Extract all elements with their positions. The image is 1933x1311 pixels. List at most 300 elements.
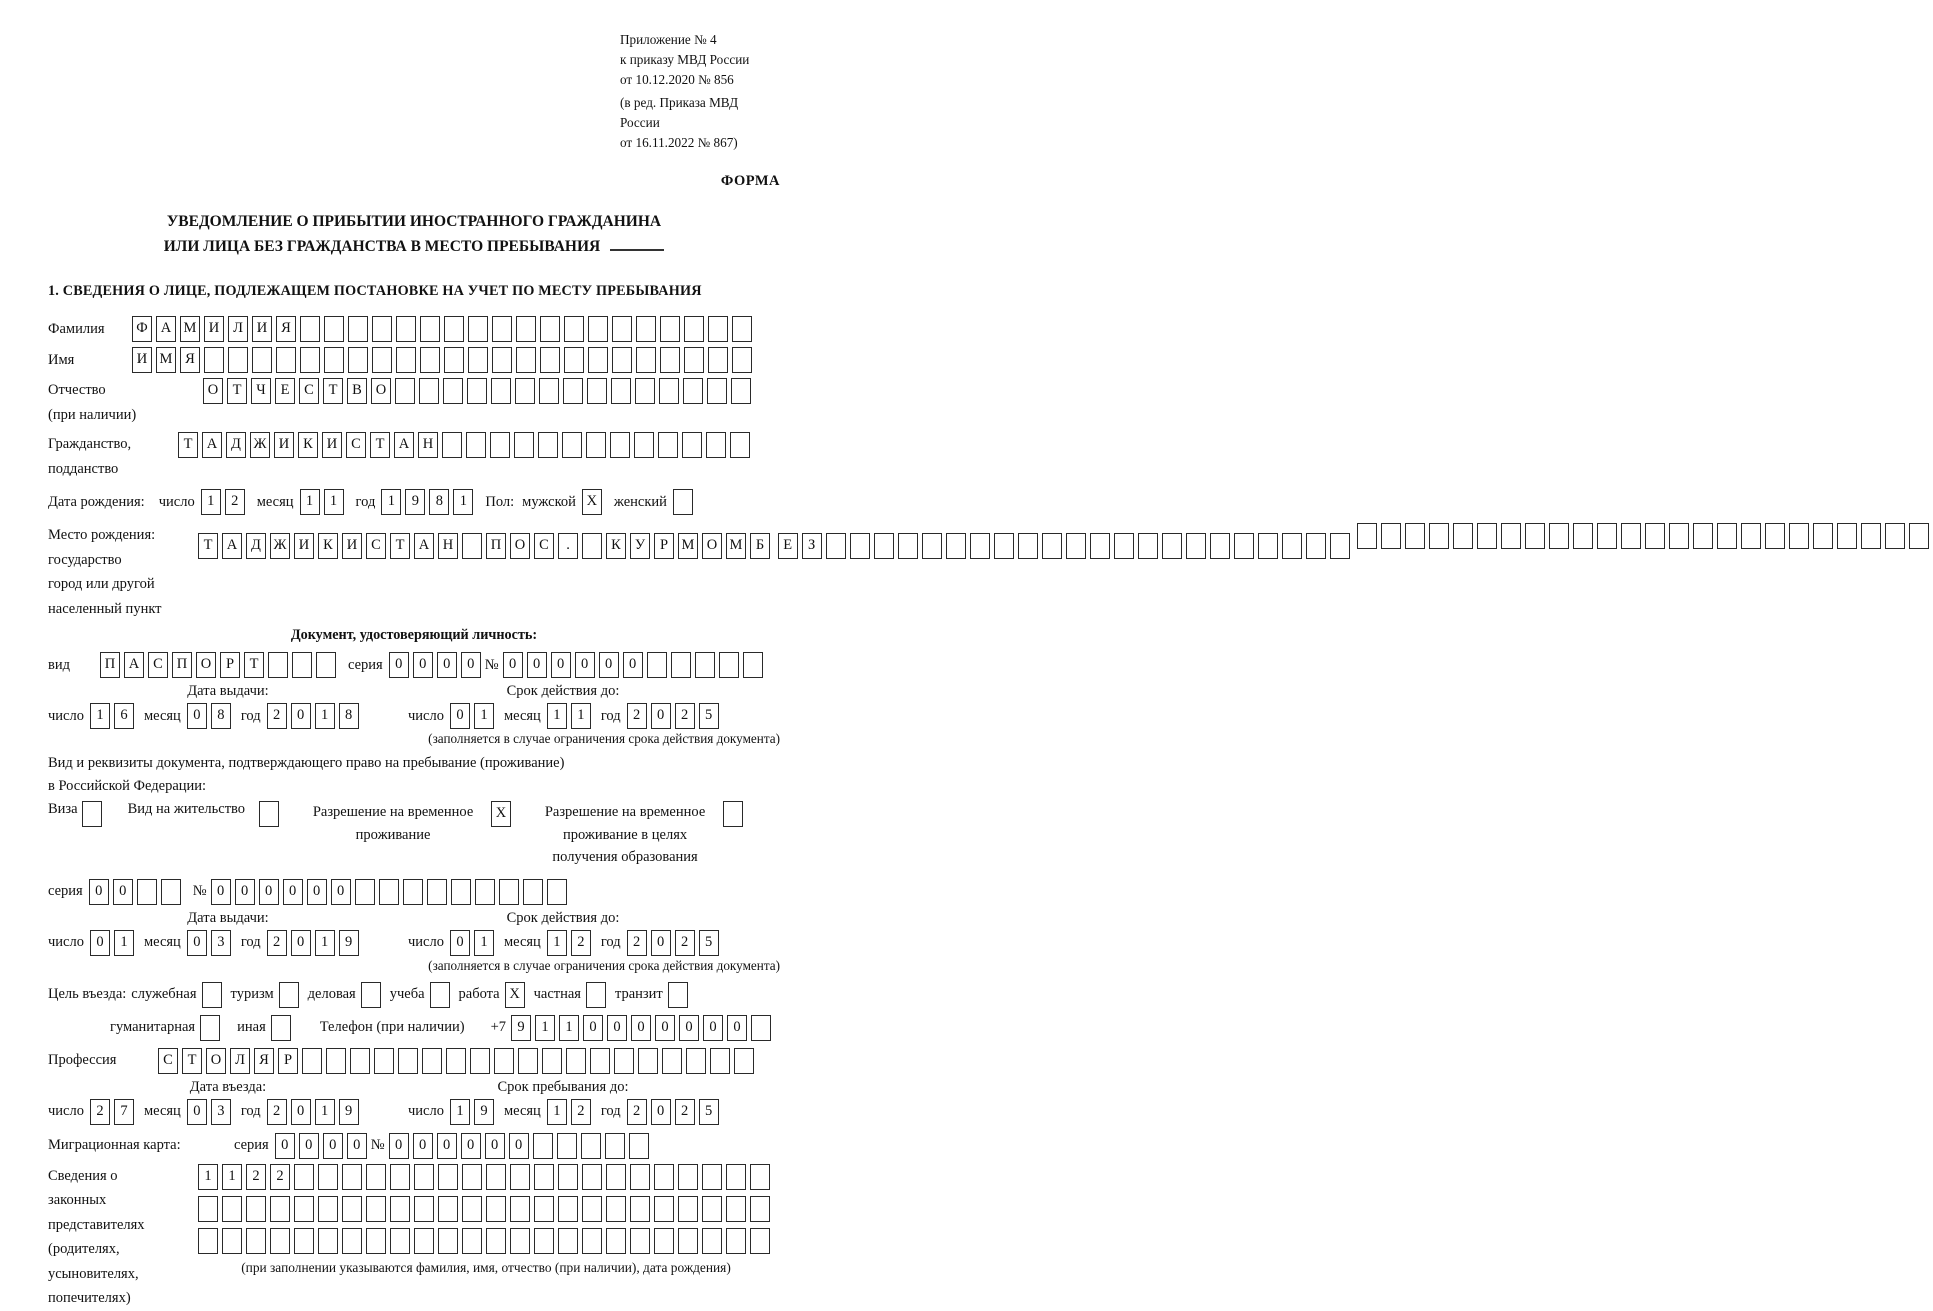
char-cell[interactable] (566, 1048, 586, 1074)
char-cell[interactable] (270, 1228, 290, 1254)
char-cell[interactable]: Я (254, 1048, 274, 1074)
char-cell[interactable] (629, 1133, 649, 1159)
char-cell[interactable]: 0 (187, 1099, 207, 1125)
char-cell[interactable] (279, 982, 299, 1008)
char-cell[interactable] (300, 347, 320, 373)
char-cell[interactable]: 1 (474, 703, 494, 729)
char-cell[interactable] (898, 533, 918, 559)
purpose-tourism-checkbox[interactable] (279, 982, 303, 1008)
char-cell[interactable] (731, 378, 751, 404)
char-cell[interactable] (590, 1048, 610, 1074)
char-cell[interactable] (710, 1048, 730, 1074)
char-cell[interactable] (582, 1228, 602, 1254)
char-cell[interactable] (318, 1228, 338, 1254)
char-cell[interactable] (686, 1048, 706, 1074)
doc-issue-year-input[interactable] (267, 703, 363, 729)
char-cell[interactable]: 0 (275, 1133, 295, 1159)
char-cell[interactable] (414, 1164, 434, 1190)
char-cell[interactable] (946, 533, 966, 559)
char-cell[interactable] (1525, 523, 1545, 549)
char-cell[interactable] (350, 1048, 370, 1074)
char-cell[interactable] (271, 1015, 291, 1041)
char-cell[interactable] (222, 1228, 242, 1254)
entry-year-input[interactable] (267, 1099, 363, 1125)
char-cell[interactable]: 1 (324, 489, 344, 515)
char-cell[interactable] (558, 1228, 578, 1254)
doc-number-input[interactable] (503, 652, 767, 678)
char-cell[interactable] (228, 347, 248, 373)
char-cell[interactable]: 0 (413, 652, 433, 678)
char-cell[interactable]: О (203, 378, 223, 404)
char-cell[interactable]: О (371, 378, 391, 404)
mig-number-input[interactable] (389, 1133, 653, 1159)
char-cell[interactable] (638, 1048, 658, 1074)
char-cell[interactable] (1282, 533, 1302, 559)
char-cell[interactable]: 8 (339, 703, 359, 729)
char-cell[interactable] (492, 347, 512, 373)
char-cell[interactable] (395, 378, 415, 404)
char-cell[interactable] (708, 316, 728, 342)
char-cell[interactable]: К (298, 432, 318, 458)
char-cell[interactable]: Р (220, 652, 240, 678)
char-cell[interactable] (611, 378, 631, 404)
char-cell[interactable]: 1 (450, 1099, 470, 1125)
stay-year-input[interactable] (627, 1099, 723, 1125)
char-cell[interactable]: И (252, 316, 272, 342)
char-cell[interactable]: 8 (211, 703, 231, 729)
char-cell[interactable]: 2 (675, 930, 695, 956)
char-cell[interactable] (276, 347, 296, 373)
char-cell[interactable] (588, 316, 608, 342)
doc-valid-year-input[interactable] (627, 703, 723, 729)
char-cell[interactable]: 1 (198, 1164, 218, 1190)
char-cell[interactable] (564, 347, 584, 373)
char-cell[interactable] (702, 1228, 722, 1254)
char-cell[interactable]: Т (178, 432, 198, 458)
char-cell[interactable] (582, 533, 602, 559)
char-cell[interactable]: 1 (114, 930, 134, 956)
char-cell[interactable] (610, 432, 630, 458)
char-cell[interactable] (492, 316, 512, 342)
guardians-input-row1[interactable] (198, 1164, 774, 1190)
purpose-study-checkbox[interactable] (430, 982, 454, 1008)
char-cell[interactable]: 0 (389, 1133, 409, 1159)
char-cell[interactable]: 0 (461, 652, 481, 678)
char-cell[interactable] (542, 1048, 562, 1074)
sex-female-checkbox[interactable] (673, 489, 697, 515)
char-cell[interactable] (204, 347, 224, 373)
char-cell[interactable] (1549, 523, 1569, 549)
char-cell[interactable] (324, 316, 344, 342)
char-cell[interactable] (684, 316, 704, 342)
purpose-business-checkbox[interactable] (361, 982, 385, 1008)
char-cell[interactable] (540, 316, 560, 342)
char-cell[interactable]: С (299, 378, 319, 404)
char-cell[interactable] (1621, 523, 1641, 549)
char-cell[interactable] (614, 1048, 634, 1074)
char-cell[interactable] (1162, 533, 1182, 559)
char-cell[interactable]: Т (390, 533, 410, 559)
char-cell[interactable] (302, 1048, 322, 1074)
char-cell[interactable] (494, 1048, 514, 1074)
char-cell[interactable]: 0 (623, 652, 643, 678)
char-cell[interactable] (403, 879, 423, 905)
char-cell[interactable]: 9 (405, 489, 425, 515)
char-cell[interactable]: 2 (571, 1099, 591, 1125)
char-cell[interactable]: 0 (679, 1015, 699, 1041)
char-cell[interactable] (743, 652, 763, 678)
char-cell[interactable] (451, 879, 471, 905)
char-cell[interactable] (587, 378, 607, 404)
char-cell[interactable]: К (318, 533, 338, 559)
char-cell[interactable]: Т (227, 378, 247, 404)
char-cell[interactable]: А (124, 652, 144, 678)
char-cell[interactable]: 1 (201, 489, 221, 515)
rvp-valid-year-input[interactable] (627, 930, 723, 956)
char-cell[interactable]: 2 (675, 1099, 695, 1125)
char-cell[interactable]: У (630, 533, 650, 559)
char-cell[interactable]: П (486, 533, 506, 559)
char-cell[interactable] (660, 347, 680, 373)
char-cell[interactable] (470, 1048, 490, 1074)
char-cell[interactable] (324, 347, 344, 373)
phone-input[interactable] (511, 1015, 775, 1041)
char-cell[interactable]: 0 (90, 930, 110, 956)
char-cell[interactable] (252, 347, 272, 373)
char-cell[interactable] (462, 1164, 482, 1190)
char-cell[interactable]: 2 (267, 703, 287, 729)
char-cell[interactable] (438, 1228, 458, 1254)
char-cell[interactable] (420, 347, 440, 373)
char-cell[interactable] (534, 1228, 554, 1254)
char-cell[interactable] (1210, 533, 1230, 559)
entry-day-input[interactable] (90, 1099, 138, 1125)
char-cell[interactable]: Е (778, 533, 798, 559)
char-cell[interactable] (510, 1164, 530, 1190)
char-cell[interactable] (294, 1228, 314, 1254)
visa-checkbox[interactable] (82, 801, 106, 827)
char-cell[interactable]: Т (370, 432, 390, 458)
profession-input[interactable] (158, 1048, 758, 1074)
char-cell[interactable] (636, 316, 656, 342)
patronymic-input[interactable] (203, 378, 755, 404)
char-cell[interactable]: 6 (114, 703, 134, 729)
char-cell[interactable] (200, 1015, 220, 1041)
char-cell[interactable] (1909, 523, 1929, 549)
char-cell[interactable] (612, 316, 632, 342)
char-cell[interactable] (1234, 533, 1254, 559)
doc-series-input[interactable] (389, 652, 485, 678)
char-cell[interactable]: О (702, 533, 722, 559)
char-cell[interactable]: 1 (300, 489, 320, 515)
char-cell[interactable] (294, 1196, 314, 1222)
char-cell[interactable] (422, 1048, 442, 1074)
char-cell[interactable]: 0 (211, 879, 231, 905)
char-cell[interactable]: И (322, 432, 342, 458)
char-cell[interactable] (510, 1196, 530, 1222)
char-cell[interactable] (707, 378, 727, 404)
char-cell[interactable] (719, 652, 739, 678)
char-cell[interactable]: Е (275, 378, 295, 404)
char-cell[interactable] (1741, 523, 1761, 549)
char-cell[interactable] (582, 1164, 602, 1190)
char-cell[interactable]: П (172, 652, 192, 678)
char-cell[interactable] (586, 432, 606, 458)
char-cell[interactable]: 1 (547, 703, 567, 729)
char-cell[interactable]: М (678, 533, 698, 559)
char-cell[interactable] (137, 879, 157, 905)
char-cell[interactable] (654, 1196, 674, 1222)
char-cell[interactable]: 2 (627, 930, 647, 956)
char-cell[interactable] (366, 1196, 386, 1222)
char-cell[interactable]: 9 (511, 1015, 531, 1041)
char-cell[interactable] (1381, 523, 1401, 549)
char-cell[interactable]: X (491, 801, 511, 827)
char-cell[interactable] (1861, 523, 1881, 549)
char-cell[interactable] (444, 316, 464, 342)
char-cell[interactable] (82, 801, 102, 827)
char-cell[interactable]: 1 (90, 703, 110, 729)
char-cell[interactable]: Л (228, 316, 248, 342)
char-cell[interactable] (1501, 523, 1521, 549)
char-cell[interactable]: 0 (607, 1015, 627, 1041)
char-cell[interactable] (668, 982, 688, 1008)
doc-valid-day-input[interactable] (450, 703, 498, 729)
char-cell[interactable]: Б (750, 533, 770, 559)
rvp-number-input[interactable] (211, 879, 571, 905)
char-cell[interactable] (414, 1228, 434, 1254)
birthplace-input-row2[interactable] (778, 533, 1354, 559)
char-cell[interactable] (462, 1196, 482, 1222)
char-cell[interactable]: Д (226, 432, 246, 458)
char-cell[interactable] (678, 1228, 698, 1254)
char-cell[interactable] (732, 347, 752, 373)
char-cell[interactable] (379, 879, 399, 905)
char-cell[interactable]: 7 (114, 1099, 134, 1125)
char-cell[interactable] (562, 432, 582, 458)
char-cell[interactable] (355, 879, 375, 905)
char-cell[interactable]: 0 (651, 930, 671, 956)
char-cell[interactable] (563, 378, 583, 404)
char-cell[interactable] (582, 1196, 602, 1222)
char-cell[interactable]: 2 (627, 703, 647, 729)
char-cell[interactable]: . (558, 533, 578, 559)
char-cell[interactable]: 0 (283, 879, 303, 905)
char-cell[interactable] (342, 1164, 362, 1190)
char-cell[interactable] (678, 1196, 698, 1222)
char-cell[interactable]: 8 (429, 489, 449, 515)
temp-residence-checkbox[interactable] (491, 801, 515, 827)
char-cell[interactable] (547, 879, 567, 905)
rvp-series-input[interactable] (89, 879, 185, 905)
char-cell[interactable]: И (204, 316, 224, 342)
char-cell[interactable] (1306, 533, 1326, 559)
char-cell[interactable] (732, 316, 752, 342)
birth-month-input[interactable] (300, 489, 348, 515)
char-cell[interactable] (750, 1164, 770, 1190)
char-cell[interactable]: 0 (651, 1099, 671, 1125)
char-cell[interactable]: 2 (270, 1164, 290, 1190)
char-cell[interactable]: 1 (315, 1099, 335, 1125)
char-cell[interactable] (372, 316, 392, 342)
char-cell[interactable] (1357, 523, 1377, 549)
char-cell[interactable]: О (196, 652, 216, 678)
char-cell[interactable] (683, 378, 703, 404)
char-cell[interactable]: В (347, 378, 367, 404)
char-cell[interactable] (246, 1196, 266, 1222)
char-cell[interactable] (1813, 523, 1833, 549)
char-cell[interactable]: И (342, 533, 362, 559)
char-cell[interactable]: 0 (583, 1015, 603, 1041)
char-cell[interactable]: 0 (527, 652, 547, 678)
char-cell[interactable] (318, 1196, 338, 1222)
char-cell[interactable]: А (156, 316, 176, 342)
char-cell[interactable] (1090, 533, 1110, 559)
char-cell[interactable]: А (202, 432, 222, 458)
char-cell[interactable] (467, 378, 487, 404)
char-cell[interactable]: 0 (291, 930, 311, 956)
char-cell[interactable] (970, 533, 990, 559)
char-cell[interactable]: Р (278, 1048, 298, 1074)
char-cell[interactable]: 5 (699, 930, 719, 956)
char-cell[interactable] (466, 432, 486, 458)
char-cell[interactable]: 2 (246, 1164, 266, 1190)
char-cell[interactable]: С (148, 652, 168, 678)
char-cell[interactable]: 0 (551, 652, 571, 678)
doc-issue-day-input[interactable] (90, 703, 138, 729)
char-cell[interactable]: 2 (267, 930, 287, 956)
char-cell[interactable] (390, 1196, 410, 1222)
char-cell[interactable] (270, 1196, 290, 1222)
rvp-issue-year-input[interactable] (267, 930, 363, 956)
char-cell[interactable]: С (534, 533, 554, 559)
char-cell[interactable] (419, 378, 439, 404)
char-cell[interactable]: 0 (259, 879, 279, 905)
char-cell[interactable]: И (132, 347, 152, 373)
char-cell[interactable]: 0 (291, 1099, 311, 1125)
birthplace-input-row3[interactable] (1357, 523, 1933, 549)
char-cell[interactable] (390, 1228, 410, 1254)
char-cell[interactable]: 2 (627, 1099, 647, 1125)
char-cell[interactable]: 1 (547, 930, 567, 956)
char-cell[interactable]: 0 (89, 879, 109, 905)
char-cell[interactable] (630, 1196, 650, 1222)
birthplace-input-row1[interactable] (198, 533, 774, 559)
char-cell[interactable] (1645, 523, 1665, 549)
char-cell[interactable] (398, 1048, 418, 1074)
char-cell[interactable] (634, 432, 654, 458)
char-cell[interactable] (390, 1164, 410, 1190)
char-cell[interactable] (586, 982, 606, 1008)
char-cell[interactable]: 1 (547, 1099, 567, 1125)
char-cell[interactable] (1765, 523, 1785, 549)
char-cell[interactable] (1837, 523, 1857, 549)
char-cell[interactable] (606, 1164, 626, 1190)
char-cell[interactable] (723, 801, 743, 827)
char-cell[interactable] (499, 879, 519, 905)
char-cell[interactable] (491, 378, 511, 404)
char-cell[interactable] (539, 378, 559, 404)
char-cell[interactable] (510, 1228, 530, 1254)
char-cell[interactable] (1405, 523, 1425, 549)
char-cell[interactable]: 9 (474, 1099, 494, 1125)
rvp-issue-month-input[interactable] (187, 930, 235, 956)
char-cell[interactable] (523, 879, 543, 905)
char-cell[interactable] (588, 347, 608, 373)
entry-month-input[interactable] (187, 1099, 235, 1125)
char-cell[interactable]: 1 (571, 703, 591, 729)
char-cell[interactable] (518, 1048, 538, 1074)
char-cell[interactable]: 0 (461, 1133, 481, 1159)
char-cell[interactable] (326, 1048, 346, 1074)
char-cell[interactable]: З (802, 533, 822, 559)
char-cell[interactable] (654, 1228, 674, 1254)
guardians-input-row2[interactable] (198, 1196, 774, 1222)
char-cell[interactable]: 0 (485, 1133, 505, 1159)
char-cell[interactable]: 0 (437, 1133, 457, 1159)
stay-month-input[interactable] (547, 1099, 595, 1125)
char-cell[interactable]: X (505, 982, 525, 1008)
char-cell[interactable]: 0 (727, 1015, 747, 1041)
guardians-input-row3[interactable] (198, 1228, 774, 1254)
char-cell[interactable]: Д (246, 533, 266, 559)
rvp-issue-day-input[interactable] (90, 930, 138, 956)
char-cell[interactable] (662, 1048, 682, 1074)
char-cell[interactable]: Ф (132, 316, 152, 342)
char-cell[interactable] (1066, 533, 1086, 559)
char-cell[interactable]: Н (438, 533, 458, 559)
char-cell[interactable] (606, 1196, 626, 1222)
char-cell[interactable]: 3 (211, 1099, 231, 1125)
surname-input[interactable] (132, 316, 756, 342)
char-cell[interactable] (1885, 523, 1905, 549)
char-cell[interactable]: Ж (250, 432, 270, 458)
char-cell[interactable] (318, 1164, 338, 1190)
char-cell[interactable] (396, 347, 416, 373)
char-cell[interactable] (1186, 533, 1206, 559)
char-cell[interactable] (443, 378, 463, 404)
char-cell[interactable] (1573, 523, 1593, 549)
purpose-work-checkbox[interactable] (505, 982, 529, 1008)
rvp-valid-day-input[interactable] (450, 930, 498, 956)
char-cell[interactable]: М (156, 347, 176, 373)
char-cell[interactable] (420, 316, 440, 342)
char-cell[interactable]: 0 (187, 930, 207, 956)
char-cell[interactable] (647, 652, 667, 678)
char-cell[interactable]: 1 (474, 930, 494, 956)
char-cell[interactable] (606, 1228, 626, 1254)
char-cell[interactable] (630, 1164, 650, 1190)
stay-day-input[interactable] (450, 1099, 498, 1125)
char-cell[interactable] (366, 1228, 386, 1254)
char-cell[interactable] (198, 1228, 218, 1254)
char-cell[interactable]: Н (418, 432, 438, 458)
char-cell[interactable]: 1 (453, 489, 473, 515)
char-cell[interactable]: Р (654, 533, 674, 559)
char-cell[interactable] (636, 347, 656, 373)
char-cell[interactable] (1018, 533, 1038, 559)
char-cell[interactable] (300, 316, 320, 342)
given-name-input[interactable] (132, 347, 756, 373)
char-cell[interactable] (581, 1133, 601, 1159)
rvp-valid-month-input[interactable] (547, 930, 595, 956)
purpose-transit-checkbox[interactable] (668, 982, 692, 1008)
char-cell[interactable] (540, 347, 560, 373)
char-cell[interactable] (1114, 533, 1134, 559)
char-cell[interactable]: 0 (503, 652, 523, 678)
char-cell[interactable] (246, 1228, 266, 1254)
char-cell[interactable]: А (414, 533, 434, 559)
